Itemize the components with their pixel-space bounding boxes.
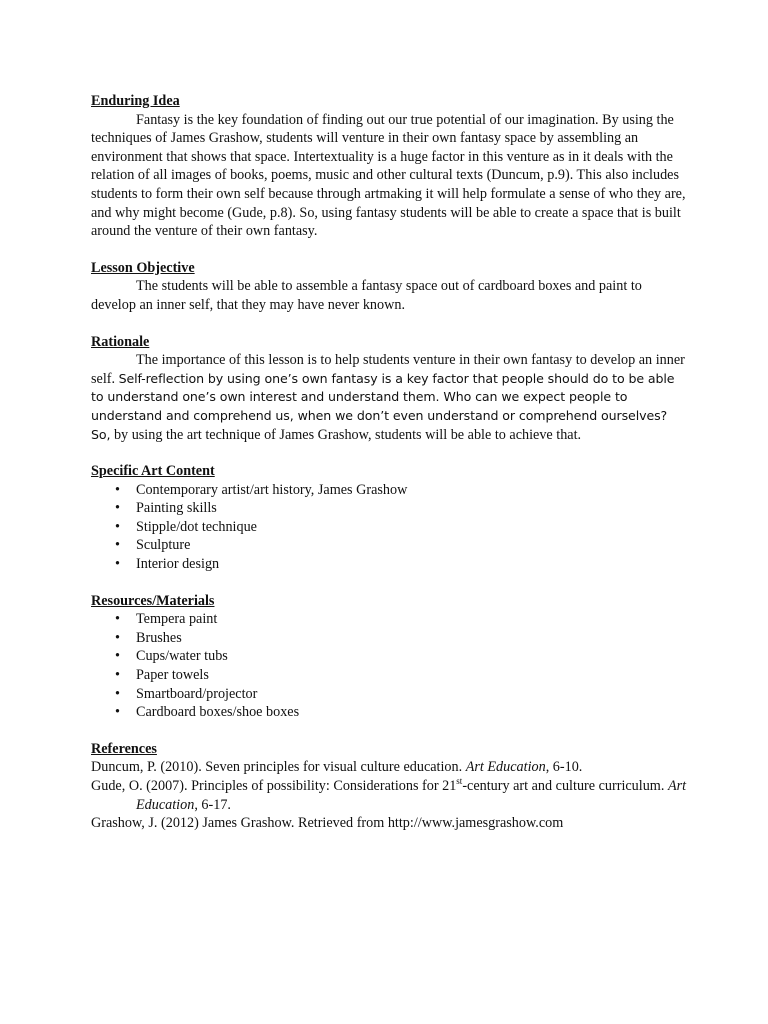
bullet-icon: • [115,537,120,554]
bullet-icon: • [115,685,120,702]
materials-list [91,610,688,722]
bullet-icon: • [115,611,120,628]
section-references [91,740,688,833]
list-item [91,666,688,685]
bullet-icon: • [115,667,120,684]
rationale-text-3: by using the art technique of James Grashow, students will be able to achieve that. [113,426,582,443]
bullet-icon: • [115,648,120,665]
list-item-text: Stipple/dot technique [136,518,257,535]
reference-pages: , 6-10. [545,759,583,776]
reference-text: Gude, O. (2007). Principles of possibility: Considerations for 21 [91,778,457,794]
list-item-text: Interior design [136,556,220,573]
list-item [91,685,688,704]
reference-entry [91,758,688,777]
list-item-text: Sculpture [136,537,191,554]
list-item-text: Tempera paint [136,611,218,628]
list-item-text: Cardboard boxes/shoe boxes [136,704,300,721]
paragraph-rationale [91,351,688,444]
reference-entry [91,777,688,814]
list-item [91,536,688,555]
list-item-text: Painting skills [136,500,217,517]
list-item-text: Brushes [136,629,182,646]
bullet-icon: • [115,500,120,517]
list-item-text: Cups/water tubs [136,648,228,665]
bullet-icon: • [115,518,120,535]
bullet-icon: • [115,704,120,721]
list-item [91,518,688,537]
rationale-text-2: Self-reflection by using one’s own fantasy is a key factor that people should do to be able to understand one’s own interest and understand them. Who can we expect people to understand and comprehend us, when we don’t even understand or comprehend ourselves? So, [91,370,675,442]
reference-text: Duncum, P. (2010). Seven principles for visual culture education. [91,759,466,776]
list-item [91,647,688,666]
list-item-text: Contemporary artist/art history, James Grashow [136,481,408,498]
reference-entry [91,814,688,833]
reference-journal: Art Education [136,778,687,813]
paragraph-lesson-objective: The students will be able to assemble a fantasy space out of cardboard boxes and paint to develop an inner self, that they may have never known. [91,278,642,313]
heading-references: References [91,740,157,757]
section-enduring-idea [91,92,688,241]
reference-journal: Art Education [465,759,546,776]
list-item [91,499,688,518]
list-item [91,555,688,574]
heading-rationale: Rationale [91,333,150,350]
list-item-text: Paper towels [136,667,209,684]
reference-text: Grashow, J. (2012) James Grashow. Retrieved from http://www.jamesgrashow.com [91,815,564,832]
list-item [91,610,688,629]
heading-enduring-idea: Enduring Idea [91,93,180,109]
section-resources-materials [91,592,688,722]
list-item-text: Smartboard/projector [136,685,258,702]
bullet-icon: • [115,629,120,646]
heading-specific-art-content: Specific Art Content [91,463,215,480]
list-item [91,703,688,722]
list-item [91,629,688,648]
paragraph-enduring-idea: Fantasy is the key foundation of finding out our true potential of our imagination. By using the techniques of James Grashow, students will venture in their own fantasy space by assembling an environment that shows that space. Intertextuality is a huge factor in this venture as in it deals with the relation of all images of books, poems, music and other cultural texts (Duncum, p.9). This also includes students to form their own self because through artmaking it will help formulate a sense of who they are, and why might become (Gude, p.8). So, using fantasy students will be able to create a space that is built around the venture of their own fantasy. [91,111,686,240]
bullet-icon: • [115,481,120,498]
section-rationale [91,333,688,445]
section-specific-art-content [91,462,688,574]
reference-pages: , 6-17. [194,796,231,813]
heading-lesson-objective: Lesson Objective [91,259,195,276]
heading-resources-materials: Resources/Materials [91,592,215,609]
section-lesson-objective [91,259,688,315]
reference-text: -century art and culture curriculum. [462,778,668,794]
reference-superscript: st [456,776,463,786]
art-content-list [91,481,688,574]
rationale-text-1: The importance of this lesson is to help students venture in their own fantasy to develop an inner self. [91,352,685,387]
list-item [91,481,688,500]
bullet-icon: • [115,556,120,573]
